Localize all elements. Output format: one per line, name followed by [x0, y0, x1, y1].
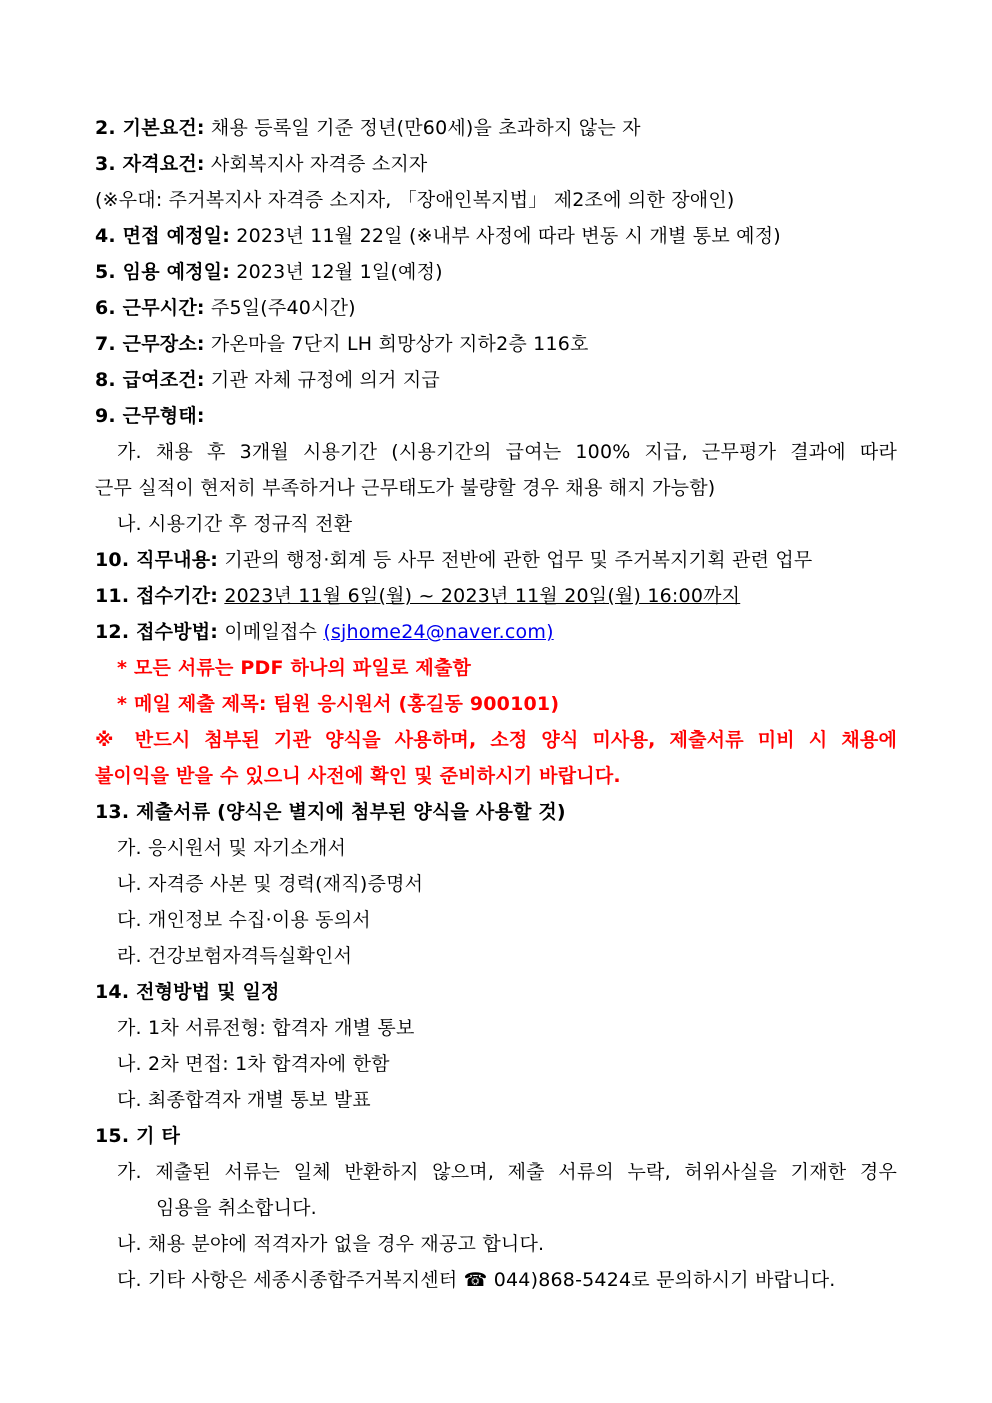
item-11 — [95, 584, 740, 608]
item-2 — [95, 116, 641, 140]
email-link[interactable]: (sjhome24@naver.com) — [323, 621, 554, 643]
item-13-sub-b: 나. 자격증 사본 및 경력(재직)증명서 — [117, 873, 424, 895]
item-6-text: 주5일(주40시간) — [204, 297, 356, 319]
item-4 — [95, 224, 781, 248]
item-14-sub-a: 가. 1차 서류전형: 합격자 개별 통보 — [117, 1017, 415, 1039]
item-9 — [95, 404, 205, 428]
item-8-label: 8. 급여조건: — [95, 369, 205, 391]
item-3 — [95, 152, 428, 176]
item-14-sub-b: 나. 2차 면접: 1차 합격자에 한함 — [117, 1053, 390, 1075]
item-10-label: 10. 직무내용: — [95, 549, 219, 571]
item-12-label: 12. 접수방법: — [95, 621, 219, 643]
item-7 — [95, 332, 589, 356]
item-15-sub-c: 다. 기타 사항은 세종시종합주거복지센터 ☎ 044)868-5424로 문의하시기 바랍니다. — [117, 1269, 836, 1291]
item-10 — [95, 548, 812, 572]
item-15-sub-a-line2: 임용을 취소합니다. — [156, 1197, 317, 1219]
item-11-label: 11. 접수기간: — [95, 585, 219, 607]
item-5-label: 5. 임용 예정일: — [95, 261, 231, 283]
item-5 — [95, 260, 443, 284]
item-4-text: 2023년 11월 22일 (※내부 사정에 따라 변동 시 개별 통보 예정) — [230, 225, 781, 247]
warning-line-1: ※ 반드시 첨부된 기관 양식을 사용하며, 소정 양식 미사용, 제출서류 미비 시 채용에 — [95, 729, 897, 751]
item-15: 15. 기 타 — [95, 1125, 180, 1147]
item-8-text: 기관 자체 규정에 의거 지급 — [204, 369, 440, 391]
item-2-label: 2. 기본요건: — [95, 117, 205, 139]
warning-line-2: 불이익을 받을 수 있으니 사전에 확인 및 준비하시기 바랍니다. — [95, 765, 621, 787]
item-5-text: 2023년 12월 1일(예정) — [230, 261, 443, 283]
item-12-note-1: * 모든 서류는 PDF 하나의 파일로 제출함 — [117, 657, 472, 679]
item-4-label: 4. 면접 예정일: — [95, 225, 231, 247]
item-3-label: 3. 자격요건: — [95, 153, 205, 175]
item-3-note: (※우대: 주거복지사 자격증 소지자, 「장애인복지법」 제2조에 의한 장애인) — [95, 189, 735, 211]
item-9-sub-a-line2: 근무 실적이 현저히 부족하거나 근무태도가 불량할 경우 채용 해지 가능함) — [95, 477, 716, 499]
item-12-note-2: * 메일 제출 제목: 팀원 응시원서 (홍길동 900101) — [117, 693, 560, 715]
item-9-sub-b: 나. 시용기간 후 정규직 전환 — [117, 513, 353, 535]
item-14: 14. 전형방법 및 일정 — [95, 981, 280, 1003]
item-11-text: 2023년 11월 6일(월) ~ 2023년 11월 20일(월) 16:00까지 — [224, 585, 741, 607]
item-8 — [95, 368, 440, 392]
item-13-sub-c: 다. 개인정보 수집·이용 동의서 — [117, 909, 371, 931]
item-6-label: 6. 근무시간: — [95, 297, 205, 319]
item-13: 13. 제출서류 (양식은 별지에 첨부된 양식을 사용할 것) — [95, 801, 566, 823]
item-6 — [95, 296, 356, 320]
item-7-text: 가온마을 7단지 LH 희망상가 지하2층 116호 — [204, 333, 589, 355]
item-9-label: 9. 근무형태: — [95, 405, 205, 427]
item-3-text: 사회복지사 자격증 소지자 — [204, 153, 428, 175]
item-12-text: 이메일접수 — [218, 621, 324, 643]
item-9-sub-a-line1: 가. 채용 후 3개월 시용기간 (시용기간의 급여는 100% 지급, 근무평가 결과에 따라 — [117, 441, 897, 463]
item-7-label: 7. 근무장소: — [95, 333, 205, 355]
item-2-text: 채용 등록일 기준 정년(만60세)을 초과하지 않는 자 — [204, 117, 641, 139]
item-15-sub-b: 나. 채용 분야에 적격자가 없을 경우 재공고 합니다. — [117, 1233, 545, 1255]
item-10-text: 기관의 행정·회계 등 사무 전반에 관한 업무 및 주거복지기획 관련 업무 — [218, 549, 813, 571]
item-13-sub-d: 라. 건강보험자격득실확인서 — [117, 945, 353, 967]
item-14-sub-c: 다. 최종합격자 개별 통보 발표 — [117, 1089, 371, 1111]
item-13-sub-a: 가. 응시원서 및 자기소개서 — [117, 837, 347, 859]
item-12 — [95, 620, 554, 644]
item-15-sub-a-line1: 가. 제출된 서류는 일체 반환하지 않으며, 제출 서류의 누락, 허위사실을 기재한 경우 — [117, 1161, 897, 1183]
